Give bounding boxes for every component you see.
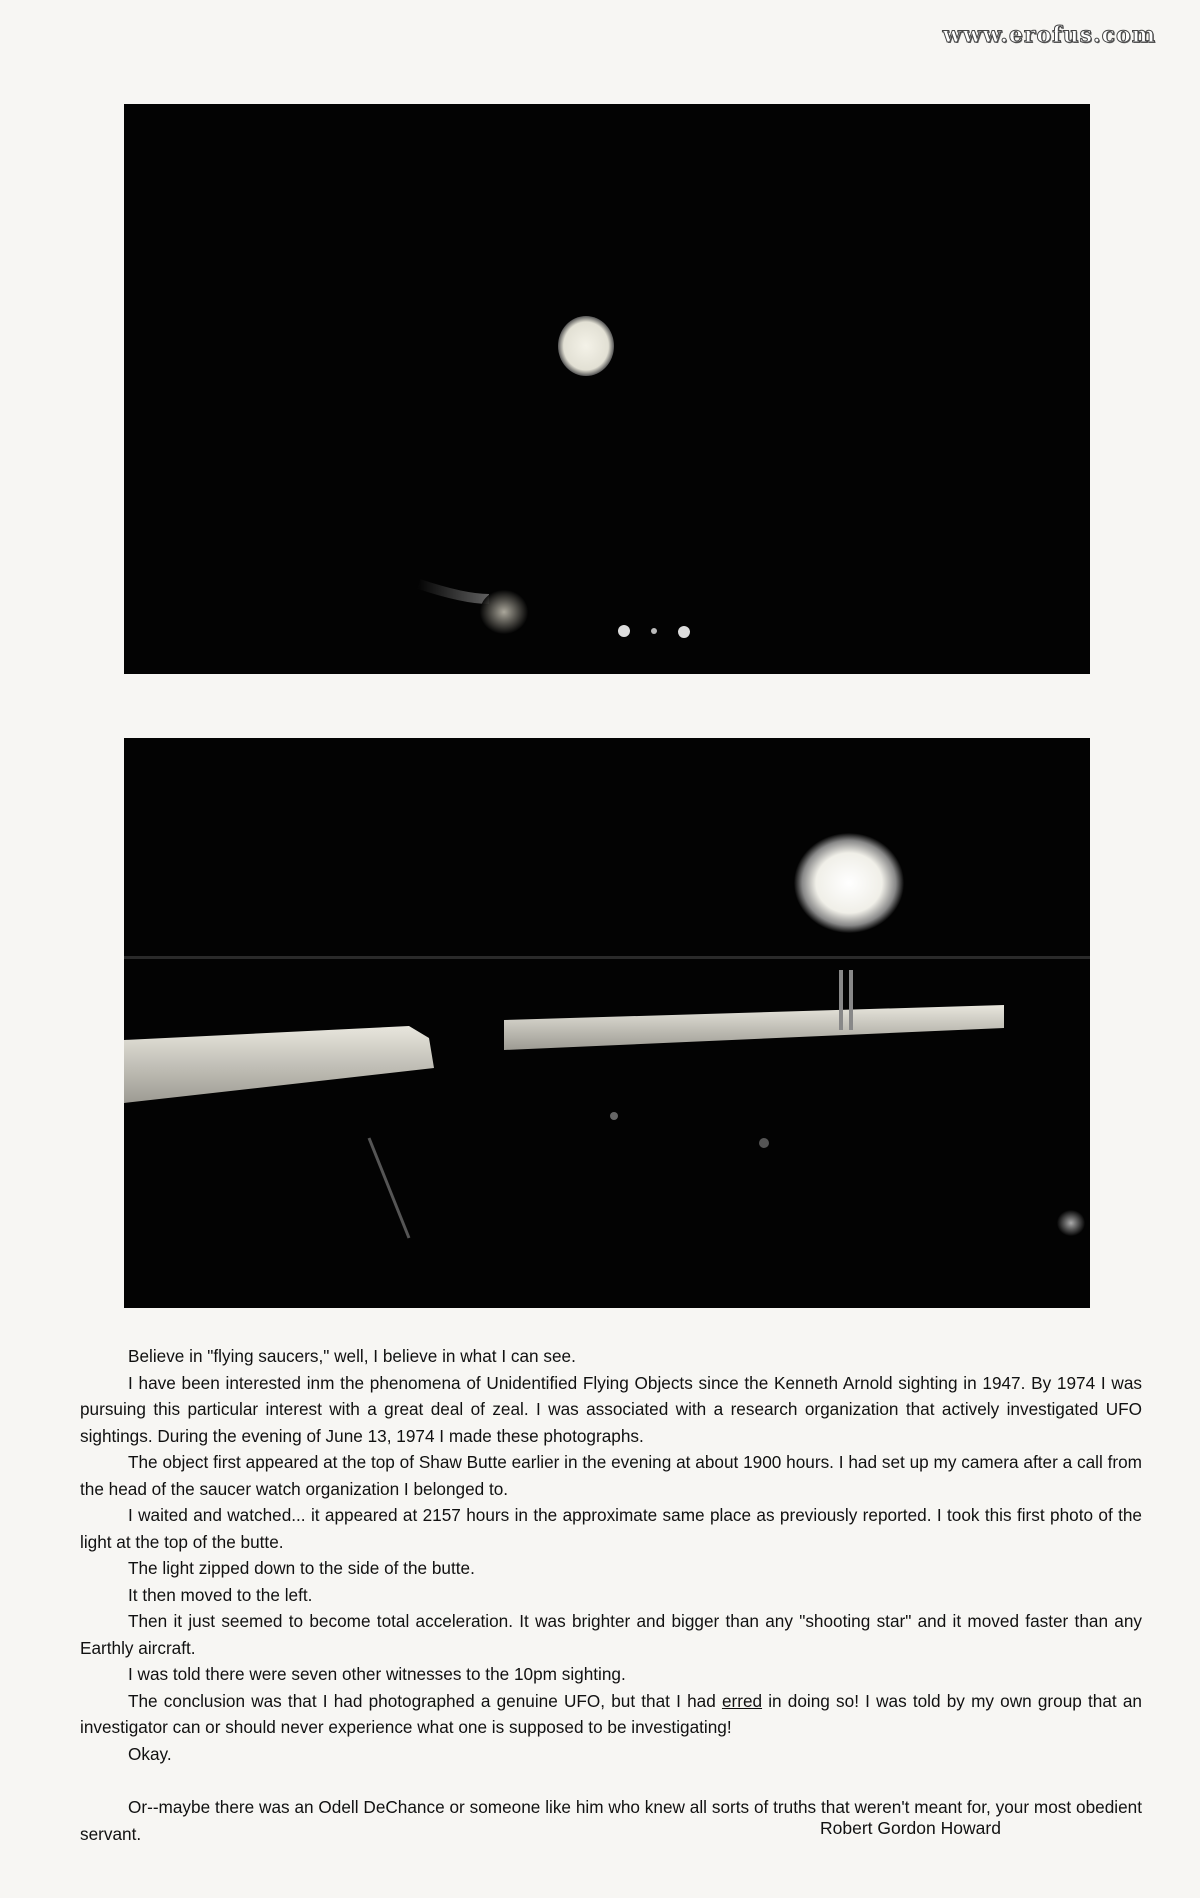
paragraph: I waited and watched... it appeared at 2157 hours in the approximate same place as previously reported. I took this first photo of the light at the top of the butte. xyxy=(80,1505,1142,1552)
paragraph: It then moved to the left. xyxy=(128,1584,313,1605)
photo-icon xyxy=(124,738,1090,1308)
paragraph: Then it just seemed to become total acceleration. It was brighter and bigger than any "shooting star" and it moved faster than any Earthly aircraft. xyxy=(80,1611,1142,1658)
ufo-photo-butte xyxy=(124,738,1090,1308)
ufo-photo-sky xyxy=(124,104,1090,674)
photo-icon xyxy=(124,104,1090,674)
underlined-word: erred xyxy=(721,1690,763,1711)
paragraph: I have been interested inm the phenomena of Unidentified Flying Objects since the Kenneth Arnold sighting in 1947. By 1974 I was pursuing this particular interest with a great deal of zeal. I was associated with a research organization that actively investigated UFO sightings. During the evening of June 13, 1974 I made these photographs. xyxy=(80,1372,1142,1446)
watermark: www.erofus.com xyxy=(942,22,1156,48)
paragraph xyxy=(80,1688,1142,1741)
paragraph: I was told there were seven other witnesses to the 10pm sighting. xyxy=(128,1664,626,1684)
ufo-light xyxy=(794,833,904,933)
paragraph: Believe in "flying saucers," well, I believe in what I can see. xyxy=(128,1346,576,1366)
author-signature: Robert Gordon Howard xyxy=(820,1818,1001,1838)
paragraph-text: The conclusion was that I had photographed a genuine UFO, but that I had xyxy=(128,1690,722,1711)
paragraph: The object first appeared at the top of Shaw Butte earlier in the evening at about 1900 hours. I had set up my camera after a call from the head of the saucer watch organization I belonged to. xyxy=(80,1452,1142,1499)
paragraph: Okay. xyxy=(128,1743,172,1764)
ufo-light xyxy=(558,316,614,376)
article-body xyxy=(80,1343,1142,1847)
paragraph: The light zipped down to the side of the butte. xyxy=(128,1558,475,1578)
paragraph-text: in doing so! I was told by my own group that an investigator can or should never experience what one is supposed to be investigating! xyxy=(80,1690,1142,1737)
paragraph: Or--maybe there was an Odell DeChance or someone like him who knew all sorts of truths that weren't meant for, your most obedient servant. xyxy=(80,1797,1142,1844)
